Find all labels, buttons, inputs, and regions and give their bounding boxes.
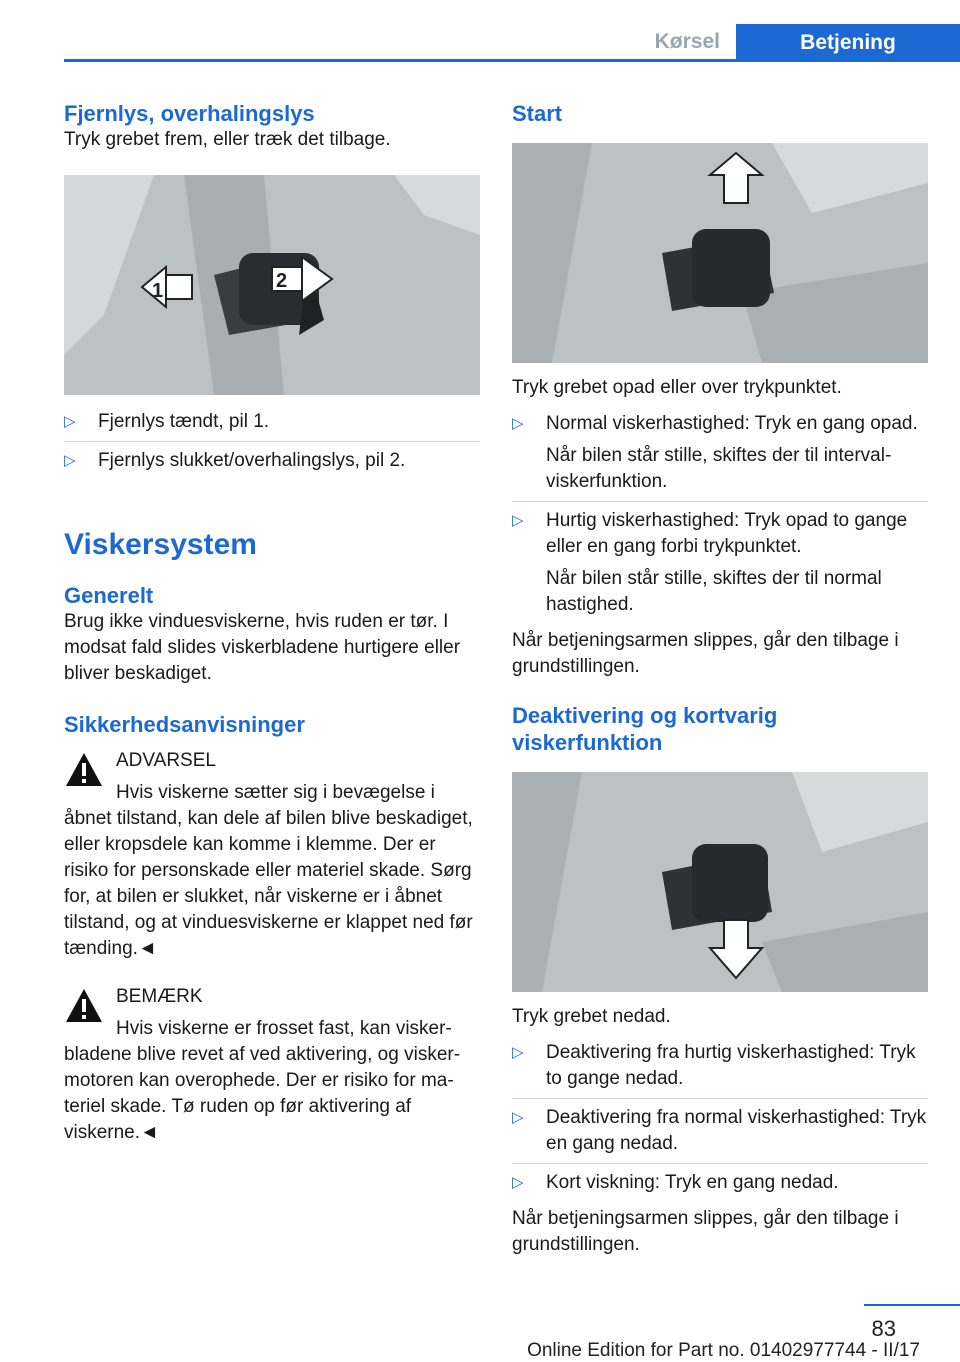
section-title-start: Start: [512, 101, 563, 126]
section-title-deaktivering: Deaktivering og kortvarig viskerfunktion: [512, 703, 778, 755]
footer-rule: [864, 1304, 960, 1306]
image-label-1: 1: [152, 280, 164, 302]
start-intro: Tryk grebet opad eller over trykpunktet.: [512, 377, 842, 398]
stalk-illustration-2: [512, 143, 928, 363]
header-rule: [64, 59, 960, 62]
section-title-sikkerhed: Sikkerhedsanvisninger: [64, 712, 305, 737]
stalk-illustration-1: [64, 175, 480, 395]
deakt-outro: Når betjeningsarmen slippes, går den tilbage i grundstillingen.: [512, 1208, 899, 1255]
bullet-triangle-icon: ▷: [512, 1174, 524, 1191]
tab-betjening[interactable]: Betjening: [736, 24, 960, 62]
warning-block-bemaerk: [64, 984, 480, 1010]
stalk-image-2: [512, 143, 928, 363]
warning-triangle-icon: [64, 986, 104, 1026]
warning-text: Hvis viskerne sætter sig i bevægelse i åbnet tilstand, kan dele af bilen blive beskadiget, eller kropsdele kan komme i klemme. Der er risiko for personskade eller materiel skade. Sørg for, at bilen er slukket, når viskerne er i åbnet tilstand, og at vinduesviskerne er klappet ned før tænding.◄: [64, 782, 473, 959]
bullet-triangle-icon: ▷: [64, 413, 76, 430]
list-item: ▷ Fjernlys slukket/overhalingslys, pil 2.: [64, 442, 480, 480]
stalk-image-3: [512, 772, 928, 992]
notice-text: Hvis viskerne er frosset fast, kan viskerbladene blive revet af ved aktivering, og viskermotoren kan overophede. Der er risiko for materiel skade. Tø ruden op før aktivering af viskerne.◄: [64, 1018, 461, 1143]
section-title-fjernlys: Fjernlys, overhalingslys: [64, 101, 315, 126]
chapter-title-viskersystem: Viskersystem: [64, 528, 257, 561]
tab-korsel[interactable]: Kørsel: [654, 30, 720, 53]
notice-title: BEMÆRK: [116, 986, 203, 1007]
list-item: ▷ Fjernlys tændt, pil 1.: [64, 403, 480, 442]
deakt-list: [512, 1034, 928, 1202]
section-title-generelt: Generelt: [64, 583, 154, 608]
image-label-2: 2: [276, 270, 288, 292]
warning-triangle-icon: [64, 750, 104, 790]
fjernlys-list: [64, 403, 480, 480]
page-header: [64, 24, 960, 62]
warning-title: ADVARSEL: [116, 750, 216, 771]
list-item: ▷ Kort viskning: Tryk en gang nedad.: [512, 1164, 928, 1202]
bullet-triangle-icon: ▷: [512, 415, 524, 432]
list-item: ▷ Hurtig viskerhastighed: Tryk opad to gange eller en gang forbi trykpunktet. Når bilen står stille, skiftes der til normal hastighed.: [512, 510, 908, 615]
deakt-intro: Tryk grebet nedad.: [512, 1006, 671, 1027]
stalk-image-1: [64, 175, 480, 395]
list-item: ▷ Normal viskerhastighed: Tryk en gang opad. Når bilen står stille, skiftes der til intervalviskerfunktion.: [512, 405, 928, 502]
fjernlys-intro: Tryk grebet frem, eller træk det tilbage.: [64, 129, 391, 150]
list-item: ▷ Deaktivering fra normal viskerhastighed: Tryk en gang nedad.: [512, 1099, 928, 1164]
page-number: 83: [871, 1316, 896, 1341]
bullet-triangle-icon: ▷: [512, 1044, 524, 1061]
generelt-text: Brug ikke vinduesviskerne, hvis ruden er tør. I modsat fald slides viskerbladene hurtigere eller bliver beskadiget.: [64, 611, 461, 684]
right-column: [512, 100, 928, 1258]
start-list: [512, 405, 928, 624]
list-item: ▷ Deaktivering fra hurtig viskerhastighed: Tryk to gange nedad.: [512, 1034, 928, 1099]
start-outro: Når betjeningsarmen slippes, går den tilbage i grundstillingen.: [512, 630, 899, 677]
bullet-triangle-icon: ▷: [512, 1109, 524, 1126]
bullet-triangle-icon: ▷: [512, 512, 524, 529]
left-column: [64, 100, 480, 1146]
warning-block-advarsel: [64, 748, 480, 774]
stalk-illustration-3: [512, 772, 928, 992]
footer-edition: Online Edition for Part no. 01402977744 - II/17: [527, 1340, 920, 1361]
bullet-triangle-icon: ▷: [64, 452, 76, 469]
